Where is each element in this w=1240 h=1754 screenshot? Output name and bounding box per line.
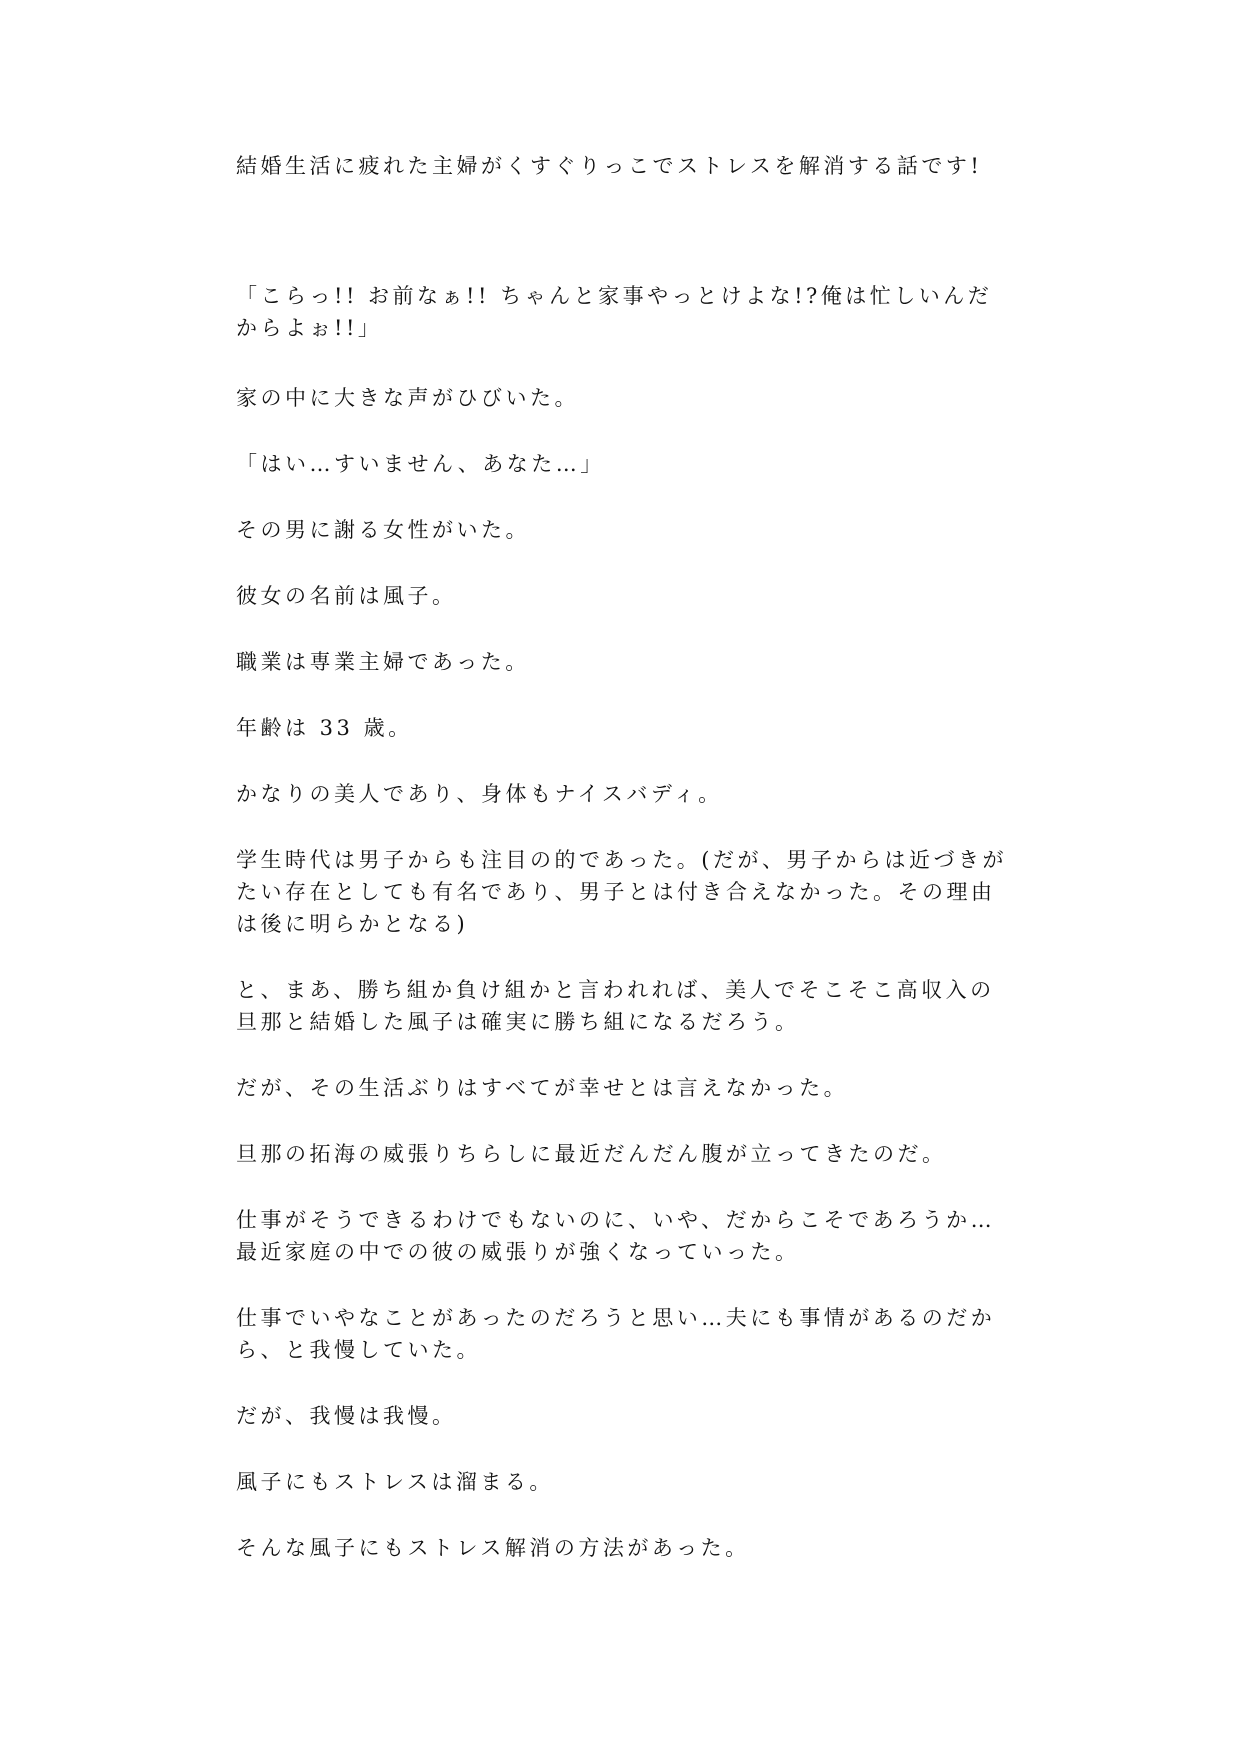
paragraph-10: と、まあ、勝ち組か負け組かと言われれば、美人でそこそこ高収入の旦那と結婚した風子は確実に勝ち組になるだろう。 (236, 978, 995, 1034)
paragraph-2: 家の中に大きな声がひびいた。 (236, 386, 579, 410)
paragraph-1: 「こらっ!! お前なぁ!! ちゃんと家事やっとけよな!?俺は忙しいんだからよぉ!!」 (236, 284, 993, 340)
paragraph-13: 仕事がそうできるわけでもないのに、いや、だからこそであろうか…最近家庭の中での彼の威張りが強くなっていった。 (236, 1208, 996, 1264)
paragraph-8: かなりの美人であり、身体もナイスバディ。 (236, 782, 723, 806)
paragraph-17: そんな風子にもストレス解消の方法があった。 (236, 1536, 750, 1560)
paragraph-15: だが、我慢は我慢。 (236, 1404, 457, 1428)
paragraph-5: 彼女の名前は風子。 (236, 584, 457, 608)
paragraph-12: 旦那の拓海の威張りちらしに最近だんだん腹が立ってきたのだ。 (236, 1142, 947, 1166)
paragraph-6: 職業は専業主婦であった。 (236, 650, 530, 674)
paragraph-14: 仕事でいやなことがあったのだろうと思い…夫にも事情があるのだから、と我慢していた。 (236, 1306, 996, 1362)
paragraph-16: 風子にもストレスは溜まる。 (236, 1470, 554, 1494)
paragraph-4: その男に謝る女性がいた。 (236, 518, 530, 542)
paragraph-9: 学生時代は男子からも注目の的であった。(だが、男子からは近づきがたい存在としても有名であり、男子とは付き合えなかった。その理由は後に明らかとなる) (236, 848, 1007, 936)
paragraph-11: だが、その生活ぶりはすべてが幸せとは言えなかった。 (236, 1076, 849, 1100)
intro-line: 結婚生活に疲れた主婦がくすぐりっこでストレスを解消する話です! (236, 154, 983, 178)
paragraph-7: 年齢は 33 歳。 (236, 716, 413, 740)
paragraph-3: 「はい…すいません、あなた…」 (236, 452, 605, 476)
